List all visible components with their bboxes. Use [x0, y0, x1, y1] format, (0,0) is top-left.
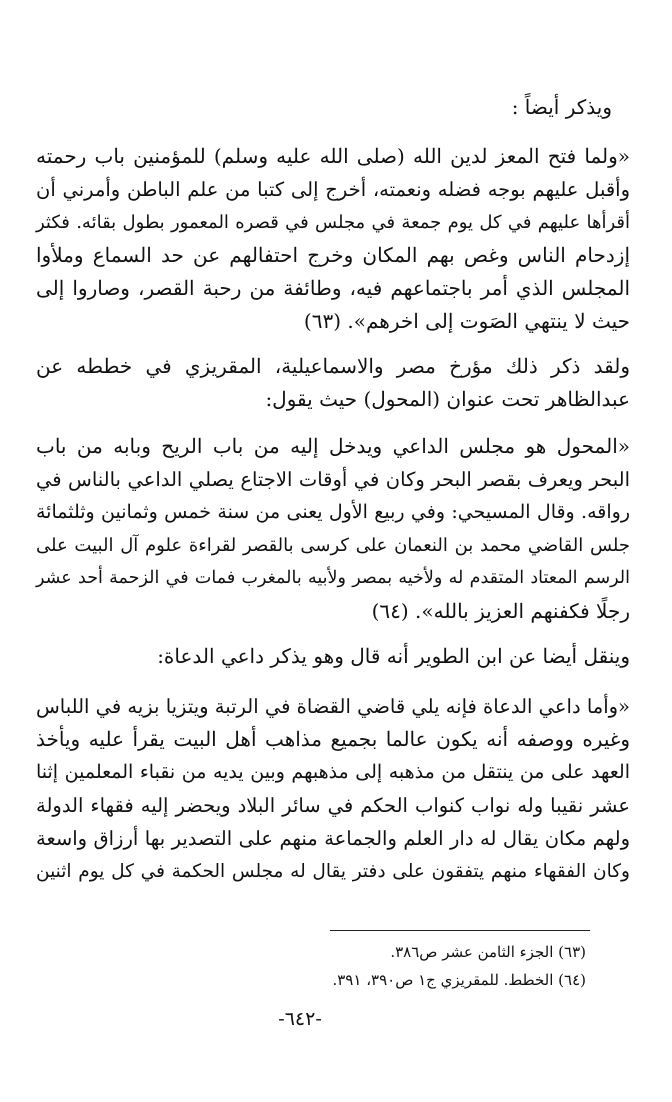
paragraph-line: رواقه. وقال المسيحي: وفي ربيع الأول يعنى من سنة خمس وثمانين وثلثمائة [36, 501, 630, 523]
paragraph-line: إزدحام الناس وغص بهم المكان وخرج احتفالهم عن حد السماع وملأوا [36, 243, 630, 267]
paragraph-4 [36, 640, 630, 673]
paragraph-3 [36, 430, 630, 628]
footnote-63: (٦٣) الجزء الثامن عشر ص٣٨٦. [390, 943, 586, 961]
paragraph-line: ولقد ذكر ذلك مؤرخ مصر والاسماعيلية، المقريزي في خططه عن [36, 354, 630, 378]
paragraph-line: «وأما داعي الدعاة فإنه يلي قاضي القضاة في الرتبة ويتزيا بزيه في اللباس [36, 695, 630, 718]
paragraph-line: الرسم المعتاد المتقدم له ولأخيه بمصر ولأبيه بالمغرب فمات في الزحمة أحد عشر [36, 568, 630, 588]
paragraph-line: رجلًا فكفنهم العزيز بالله». (٦٤) [371, 599, 630, 623]
paragraph-line: حيث لا ينتهي الصَوت إلى اخرهم». (٦٣) [303, 309, 630, 333]
paragraph-line: «المحول هو مجلس الداعي ويدخل إليه من باب الريح وبابه من باب [36, 434, 630, 458]
section-heading: ويذكر أيضاً : [511, 95, 612, 119]
paragraph-5 [36, 690, 630, 888]
paragraph-line: «ولما فتح المعز لدين الله (صلى الله عليه وسلم) للمؤمنين باب رحمته [36, 144, 630, 168]
paragraph-line: ولهم مكان يقال له دار العلم والجماعة منهم على التصدير بها أرزاق واسعة [36, 827, 630, 850]
paragraph-line: عشر نقيبا وله نواب كنواب الحكم في سائر البلاد ويحضر إليه فقهاء الدولة [36, 794, 630, 817]
paragraph-line: جلس القاضي محمد بن النعمان على كرسى بالقصر لقراءة علوم آل البيت على [36, 535, 630, 556]
paragraph-line: وغيره ووصفه أنه يكون عالما بجميع مذاهب أهل البيت يقرأ عليه ويأخذ [36, 727, 630, 751]
paragraph-line: وينقل أيضا عن ابن الطوير أنه قال وهو يذكر داعي الدعاة: [157, 644, 630, 668]
paragraph-line: وكان الفقهاء منهم يتفقون على دفتر يقال له مجلس الحكمة في كل يوم اثنين [36, 861, 630, 882]
paragraph-line: وأقبل عليهم بوجه فضله ونعمته، أخرج إلى كتبا من علم الباطن وأمرني أن [36, 178, 630, 201]
page-number: -٦٤٢- [278, 1008, 322, 1030]
paragraph-line: البحر ويعرف بقصر البحر وكان في أوقات الاجتاع يصلي الداعي بالناس في [36, 468, 630, 491]
footnotes [332, 938, 586, 994]
footnote-64: (٦٤) الخطط. للمقريزي ج١ ص٣٩٠، ٣٩١. [332, 971, 586, 989]
footnote-divider [330, 930, 590, 931]
paragraph-2 [36, 350, 630, 416]
paragraph-1 [36, 140, 630, 338]
paragraph-line: عبدالظاهر تحت عنوان (المحول) حيث يقول: [265, 387, 630, 411]
paragraph-line: العهد على من ينتقل من مذهبه إلى مذهبهم وبين يديه من نقباء المعلمين إثنا [36, 761, 630, 783]
paragraph-line: المجلس الذي أمر باجتماعهم فيه، وطائفة من رحبة القصر، وصاروا إلى [36, 276, 630, 300]
paragraph-line: أقرأها عليهم في كل يوم جمعة في مجلس في قصره المعمور بطول بقائه. فكثر [36, 212, 630, 233]
